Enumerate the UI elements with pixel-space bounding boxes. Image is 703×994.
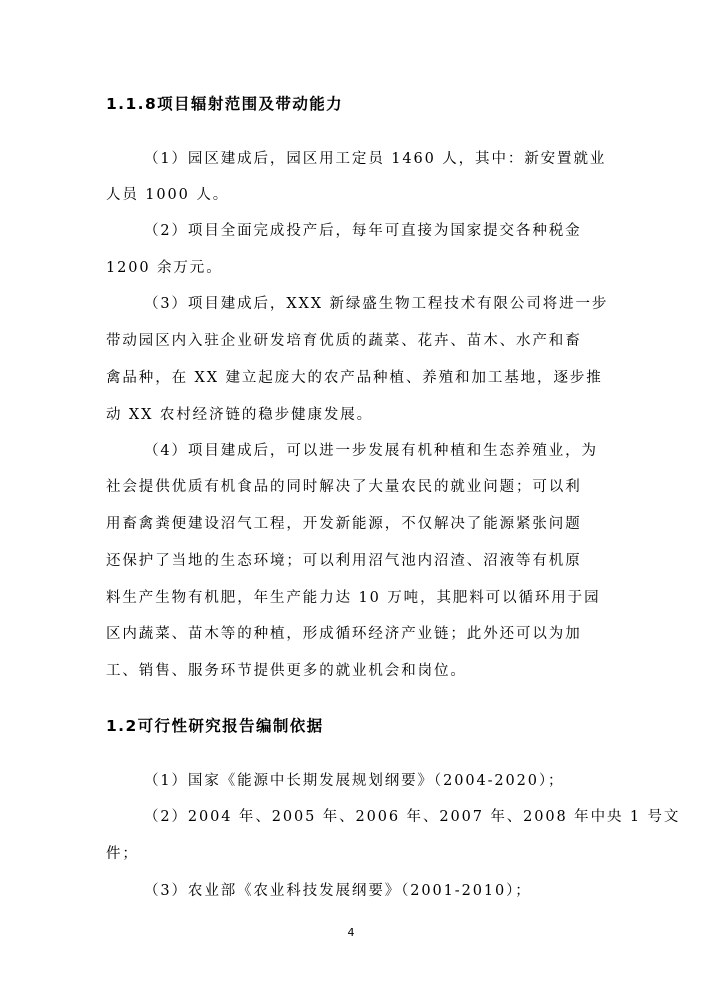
section-heading-1-1-8: 1.1.8项目辐射范围及带动能力 xyxy=(106,95,344,113)
section-heading-1-2: 1.2可行性研究报告编制依据 xyxy=(106,717,324,735)
reference-item-2-line-1: （2）2004 年、2005 年、2006 年、2007 年、2008 年中央 1 号文 xyxy=(144,809,681,825)
reference-item-2-line-2: 件； xyxy=(106,846,139,862)
paragraph-1-line-2: 人员 1000 人。 xyxy=(106,187,230,203)
paragraph-4-line-1: （4）项目建成后，可以进一步发展有机种植和生态养殖业，为 xyxy=(144,443,598,459)
paragraph-4-line-7: 工、销售、服务环节提供更多的就业机会和岗位。 xyxy=(106,663,467,679)
paragraph-1-line-1: （1）园区建成后，园区用工定员 1460 人，其中：新安置就业 xyxy=(144,151,607,167)
reference-item-3: （3）农业部《农业科技发展纲要》（2001-2010）； xyxy=(144,883,532,899)
paragraph-3-line-1: （3）项目建成后，XXX 新绿盛生物工程技术有限公司将进一步 xyxy=(144,296,609,312)
paragraph-2-line-2: 1200 余万元。 xyxy=(106,260,223,276)
paragraph-3-line-4: 动 XX 农村经济链的稳步健康发展。 xyxy=(106,407,374,423)
paragraph-4-line-4: 还保护了当地的生态环境；可以利用沼气池内沼渣、沼液等有机原 xyxy=(106,553,582,569)
paragraph-3-line-3: 禽品种，在 XX 建立起庞大的农产品种植、养殖和加工基地，逐步推 xyxy=(106,370,603,386)
reference-item-1: （1）国家《能源中长期发展规划纲要》（2004-2020）； xyxy=(144,773,565,789)
paragraph-4-line-2: 社会提供优质有机食品的同时解决了大量农民的就业问题；可以利 xyxy=(106,479,582,495)
paragraph-4-line-5: 料生产生物有机肥，年生产能力达 10 万吨，其肥料可以循环用于园 xyxy=(106,590,601,606)
paragraph-4-line-6: 区内蔬菜、苗木等的种植，形成循环经济产业链；此外还可以为加 xyxy=(106,626,582,642)
paragraph-2-line-1: （2）项目全面完成投产后，每年可直接为国家提交各种税金 xyxy=(144,223,582,239)
page-number: 4 xyxy=(347,926,355,939)
paragraph-3-line-2: 带动园区内入驻企业研发培育优质的蔬菜、花卉、苗木、水产和畜 xyxy=(106,333,582,349)
paragraph-4-line-3: 用畜禽粪便建设沼气工程，开发新能源，不仅解决了能源紧张问题 xyxy=(106,516,582,532)
